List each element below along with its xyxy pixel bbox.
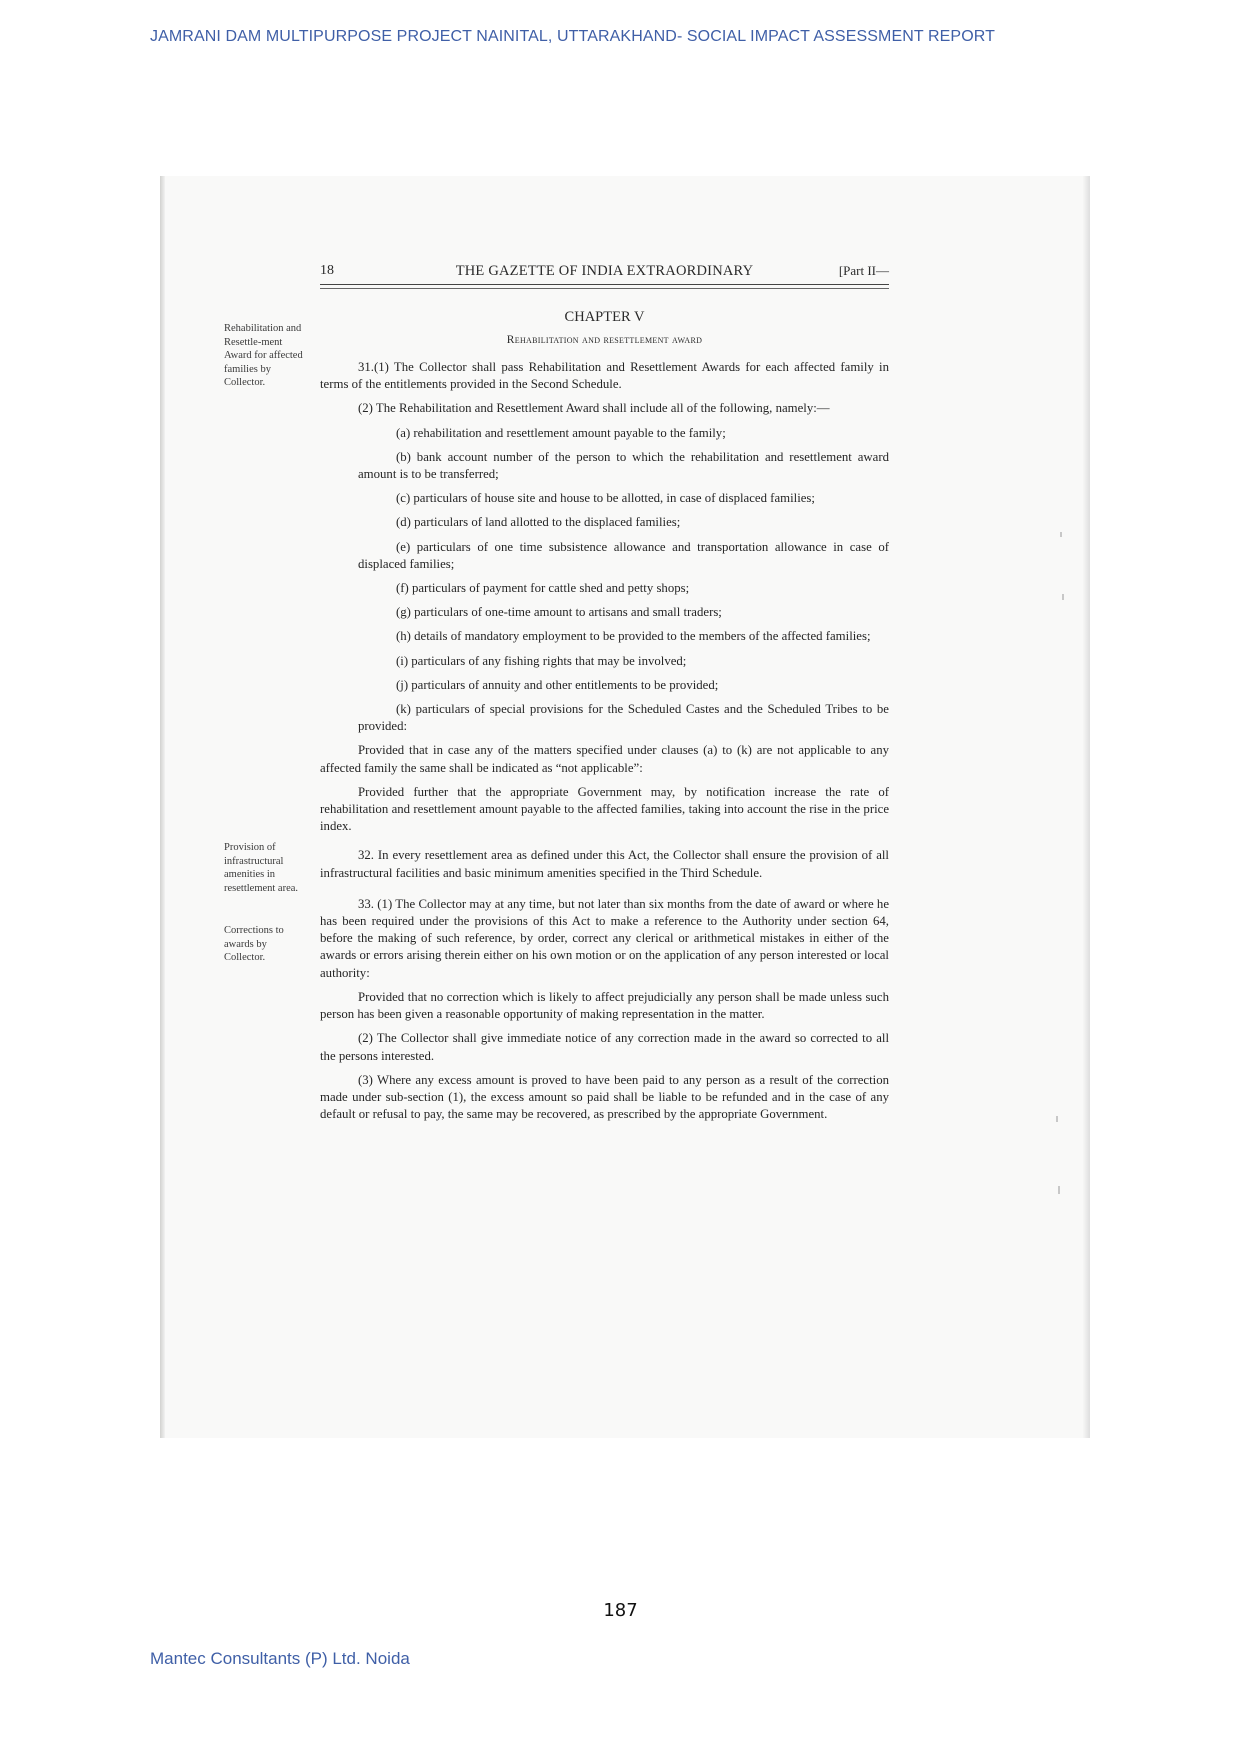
section-33-proviso: Provided that no correction which is likely to affect prejudicially any person shall be made unless such person has been given a reasonable opportunity of making representation in the matter. (320, 989, 889, 1022)
scan-edge-right (1083, 176, 1090, 1438)
proviso-1: Provided that in case any of the matters specified under clauses (a) to (k) are not applicable to any affected family the same shall be indicated as “not applicable”: (320, 743, 889, 775)
clause-k: (k) particulars of special provisions for the Scheduled Castes and the Scheduled Tribes to be provided: (358, 702, 889, 734)
chapter-subtitle: Rehabilitation and resettlement award (506, 334, 703, 346)
gazette-page-number: 18 (320, 263, 334, 278)
report-header: JAMRANI DAM MULTIPURPOSE PROJECT NAINITAL, UTTARAKHAND- SOCIAL IMPACT ASSESSMENT REPORT (150, 28, 995, 45)
scan-speck (1062, 594, 1064, 600)
scanned-gazette-page (160, 176, 1090, 1438)
section-33-2: (2) The Collector shall give immediate notice of any correction made in the award so corrected to all the persons interested. (320, 1031, 889, 1063)
gazette-header (320, 263, 889, 283)
clause-b: (b) bank account number of the person to which the rehabilitation and resettlement award amount is to be transferred; (358, 449, 889, 482)
gazette-part: [Part II— (838, 263, 889, 278)
clause-j: (j) particulars of annuity and other entitlements to be provided; (396, 677, 719, 692)
scan-speck (1060, 532, 1062, 537)
section-32: 32. In every resettlement area as defined under this Act, the Collector shall ensure the provision of all infrastructural facilities and basic minimum amenities specified in the Third Schedule. (320, 848, 889, 880)
margin-note-section-33: Corrections to awards by Collector. (224, 925, 284, 963)
clause-h: (h) details of mandatory employment to be provided to the members of the affected families; (396, 629, 871, 644)
section-33-1: 33. (1) The Collector may at any time, but not later than six months from the date of award or where he has been required under the provisions of this Act to make a reference to the Authority under section 64, before the making of such reference, by order, correct any clerical or arithmetical mistakes in either of the awards or errors arising therein either on his own motion or on the application of any person interested or local authority: (320, 896, 889, 980)
section-31-2: (2) The Rehabilitation and Resettlement Award shall include all of the following, namely:— (358, 401, 830, 416)
chapter-title: CHAPTER V (564, 309, 645, 325)
clause-e: (e) particulars of one time subsistence allowance and transportation allowance in case of displaced families; (358, 539, 889, 571)
header-rule-thin (320, 288, 889, 289)
gazette-body (320, 359, 889, 1130)
clause-g: (g) particulars of one-time amount to artisans and small traders; (396, 605, 722, 620)
clause-c: (c) particulars of house site and house to be allotted, in case of displaced families; (396, 491, 815, 506)
scan-speck (1056, 1116, 1058, 1122)
gazette-title: THE GAZETTE OF INDIA EXTRAORDINARY (455, 263, 754, 279)
margin-note-section-31: Rehabilitation and Resettle-ment Award for affected families by Collector. (224, 323, 303, 388)
clause-d: (d) particulars of land allotted to the displaced families; (396, 515, 681, 530)
clause-f: (f) particulars of payment for cattle shed and petty shops; (396, 581, 690, 596)
scan-speck (1058, 1186, 1060, 1194)
header-rule (320, 284, 889, 285)
section-33-3: (3) Where any excess amount is proved to have been paid to any person as a result of the correction made under sub-section (1), the excess amount so paid shall be liable to be refunded and in the case of any default or refusal to pay, the same may be recovered, as prescribed by the appropriate Government. (320, 1072, 889, 1122)
scan-edge-left (160, 176, 165, 1438)
clause-i: (i) particulars of any fishing rights that may be involved; (396, 653, 687, 668)
proviso-2: Provided further that the appropriate Government may, by notification increase the rate of rehabilitation and resettlement amount payable to the affected families, taking into account the rise in the price index. (320, 784, 889, 834)
page-number: 187 (603, 1600, 638, 1621)
margin-note-section-32: Provision of infrastructural amenities in resettlement area. (224, 842, 299, 894)
section-31-1: 31.(1) The Collector shall pass Rehabilitation and Resettlement Awards for each affected family in terms of the entitlements provided in the Second Schedule. (320, 360, 889, 392)
footer-company: Mantec Consultants (P) Ltd. Noida (150, 1649, 410, 1668)
clause-a: (a) rehabilitation and resettlement amount payable to the family; (396, 425, 726, 440)
